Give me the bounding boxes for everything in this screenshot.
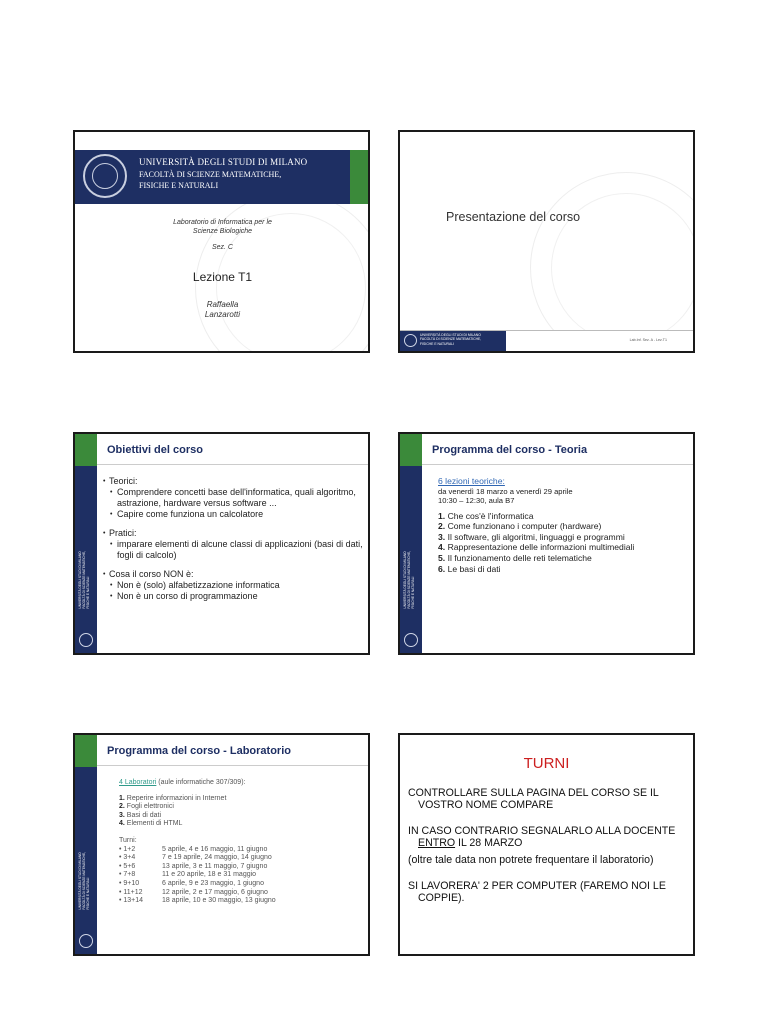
footer-university-bar [400, 331, 506, 351]
sidebar-university-text [78, 551, 90, 609]
sidebar-navy-block [400, 466, 422, 653]
slide-body [119, 779, 364, 906]
author-first-name: Raffaella [206, 300, 239, 309]
turni-group: • 13+14 [119, 897, 144, 905]
slide-programma-laboratorio [73, 733, 370, 956]
sidebar-navy-block [75, 466, 97, 653]
section-label: Sez. C [211, 244, 233, 251]
slide-title: TURNI [523, 755, 570, 772]
item-number: 6. [438, 563, 446, 574]
banner-green-accent [350, 150, 370, 204]
title-divider [97, 464, 368, 465]
item-number: 3. [119, 811, 125, 819]
turni-dates: 12 aprile, 2 e 17 maggio, 6 giugno [162, 888, 268, 896]
laboratori-link[interactable]: 4 Laboratori [119, 779, 157, 786]
list-item [119, 820, 364, 829]
sub-bullet: • imparare elementi di alcune classi di applicazioni (basi di dati, fogli di calcolo) [103, 539, 365, 561]
slide-sidebar [75, 434, 97, 653]
turni-group: • 3+4 [119, 854, 136, 862]
dates-text: da venerdì 18 marzo a venerdì 29 aprile [438, 486, 573, 496]
list-item [438, 521, 688, 532]
bullet-teorici: • Teorici: [103, 476, 365, 487]
item-number: 1. [119, 794, 125, 802]
slide-title: Programma del corso - Teoria [432, 444, 588, 456]
list-item [438, 511, 688, 522]
turni-group: • 11+12 [119, 888, 143, 896]
slide-programma-teoria [398, 432, 695, 655]
item-text: Il funzionamento delle reti telematiche [447, 552, 592, 563]
course-name-line1: Laboratorio di Informatica per le [173, 219, 272, 226]
slide-body [408, 787, 691, 904]
turni-group: • 1+2 [119, 845, 136, 853]
turni-row [119, 880, 364, 889]
list-item [119, 795, 364, 804]
item-text: Il software, gli algoritmi, linguaggi e programmi [447, 531, 625, 542]
item-number: 2. [438, 521, 446, 532]
sidebar-green-block [400, 434, 422, 466]
sidebar-line2: FACOLTÀ DI SCIENZE MATEMATICHE, [407, 551, 411, 609]
report-text-b: IL 28 MARZO [455, 837, 523, 849]
sidebar-line2: FACOLTÀ DI SCIENZE MATEMATICHE, [82, 852, 86, 910]
turni-group: • 5+6 [119, 862, 136, 870]
paragraph-report [408, 825, 691, 849]
slide-obiettivi [73, 432, 370, 655]
footer-university-text [420, 333, 481, 346]
turni-dates: 13 aprile, 3 e 11 maggio, 7 giugno [162, 862, 268, 870]
sidebar-university-text [403, 551, 415, 609]
item-text: Basi di dati [126, 811, 162, 819]
sub-bullet: • Non è un corso di programmazione [103, 591, 365, 602]
turni-group: • 9+10 [119, 879, 140, 887]
lecture-title: Lezione T1 [192, 270, 253, 284]
footer-line2: FACOLTÀ DI SCIENZE MATEMATICHE, [420, 337, 482, 342]
turni-row [119, 846, 364, 855]
sidebar-line3: FISICHE E NATURALI [411, 577, 415, 609]
lezioni-teoriche-link[interactable]: 6 lezioni teoriche: [438, 476, 505, 486]
time-text: 10:30 – 12:30, aula B7 [438, 495, 515, 505]
slide-body [103, 476, 365, 602]
slide-title: Programma del corso - Laboratorio [107, 745, 291, 757]
item-text: Rappresentazione delle informazioni multimediali [447, 542, 635, 553]
faculty-line1: FACOLTÀ DI SCIENZE MATEMATICHE, [139, 170, 282, 179]
turni-dates: 6 aprile, 9 e 23 maggio, 1 giugno [162, 879, 264, 887]
turni-row [119, 889, 364, 898]
item-text: Reperire informazioni in Internet [126, 794, 227, 802]
course-name-line2: Scienze Biologiche [192, 228, 253, 235]
item-text: Le basi di dati [447, 563, 501, 574]
list-item [119, 812, 364, 821]
university-banner [75, 150, 370, 204]
university-name: UNIVERSITÀ DEGLI STUDI DI MILANO [139, 157, 308, 167]
turni-row [119, 854, 364, 863]
university-seal-watermark [530, 172, 695, 353]
slide-turni [398, 733, 695, 956]
footer-university-logo [404, 334, 417, 347]
turni-group: • 7+8 [119, 871, 136, 879]
turni-label: Turni: [119, 836, 137, 844]
list-item [438, 532, 688, 543]
bullet-pratici: • Pratici: [103, 528, 365, 539]
faculty-line2: FISICHE E NATURALI [139, 181, 219, 190]
list-item [119, 803, 364, 812]
list-item [438, 564, 688, 575]
sidebar-green-block [75, 735, 97, 767]
paragraph-deadline-note: (oltre tale data non potrete frequentare il laboratorio) [408, 854, 654, 866]
slide-footer [400, 330, 693, 351]
slide-title: Presentazione del corso [446, 210, 581, 224]
paragraph-pairs: SI LAVORERA' 2 PER COMPUTER (FAREMO NOI LE COPPIE). [408, 880, 666, 904]
author-last-name: Lanzarotti [204, 310, 241, 319]
item-number: 4. [119, 820, 125, 828]
item-text: Elementi di HTML [126, 820, 183, 828]
sidebar-logo [79, 934, 93, 948]
list-item [438, 553, 688, 564]
sidebar-navy-block [75, 767, 97, 954]
slide-sidebar [400, 434, 422, 653]
slide-body [438, 476, 688, 574]
item-number: 3. [438, 531, 446, 542]
university-logo [83, 154, 127, 198]
item-number: 5. [438, 552, 446, 563]
sidebar-line3: FISICHE E NATURALI [86, 577, 90, 609]
turni-row [119, 863, 364, 872]
item-text: Che cos'è l'informatica [447, 510, 534, 521]
title-divider [97, 765, 368, 766]
sidebar-green-block [75, 434, 97, 466]
sidebar-logo [79, 633, 93, 647]
turni-dates: 7 e 19 aprile, 24 maggio, 14 giugno [162, 854, 272, 862]
sub-bullet: • Comprendere concetti base dell'informatica, quali algoritmo, astrazione, hardware versus software ... [103, 487, 365, 509]
report-text-a: IN CASO CONTRARIO SEGNALARLO ALLA DOCENTE [408, 825, 676, 837]
turni-row [119, 897, 364, 906]
bullet-non: • Cosa il corso NON è: [103, 569, 365, 580]
sidebar-line3: FISICHE E NATURALI [86, 878, 90, 910]
slide-title [73, 130, 370, 353]
slide-title: Obiettivi del corso [107, 444, 203, 456]
laboratori-rooms: (aule informatiche 307/309): [156, 779, 246, 786]
sub-bullet: • Capire come funziona un calcolatore [103, 509, 365, 520]
sidebar-university-text [78, 852, 90, 910]
footer-course-code: Lab.Inf. Sez. A - Lez.T1 [629, 338, 667, 342]
paragraph-check-name: CONTROLLARE SULLA PAGINA DEL CORSO SE IL VOSTRO NOME COMPARE [408, 787, 659, 811]
sidebar-line1: UNIVERSITÀ DEGLI STUDI DI MILANO [403, 551, 407, 609]
footer-line1: UNIVERSITÀ DEGLI STUDI DI MILANO [420, 333, 481, 337]
item-number: 2. [119, 803, 125, 811]
footer-line3: FISICHE E NATURALI [420, 341, 455, 346]
list-item [438, 542, 688, 553]
turni-dates: 5 aprile, 4 e 16 maggio, 11 giugno [162, 845, 268, 853]
title-divider [422, 464, 693, 465]
sidebar-line1: UNIVERSITÀ DEGLI STUDI DI MILANO [78, 551, 82, 609]
item-text: Fogli elettronici [126, 803, 174, 811]
report-deadline-emphasis: ENTRO [418, 837, 456, 849]
slide-sidebar [75, 735, 97, 954]
turni-row [119, 871, 364, 880]
item-text: Come funzionano i computer (hardware) [447, 521, 602, 532]
sidebar-logo [404, 633, 418, 647]
item-number: 1. [438, 510, 446, 521]
turni-dates: 11 e 20 aprile, 18 e 31 maggio [162, 871, 257, 879]
item-number: 4. [438, 542, 446, 553]
sidebar-line1: UNIVERSITÀ DEGLI STUDI DI MILANO [78, 852, 82, 910]
sub-bullet: • Non è (solo) alfabetizzazione informatica [103, 580, 365, 591]
slide-presentazione [398, 130, 695, 353]
sidebar-line2: FACOLTÀ DI SCIENZE MATEMATICHE, [82, 551, 86, 609]
turni-dates: 18 aprile, 10 e 30 maggio, 13 giugno [162, 897, 276, 905]
